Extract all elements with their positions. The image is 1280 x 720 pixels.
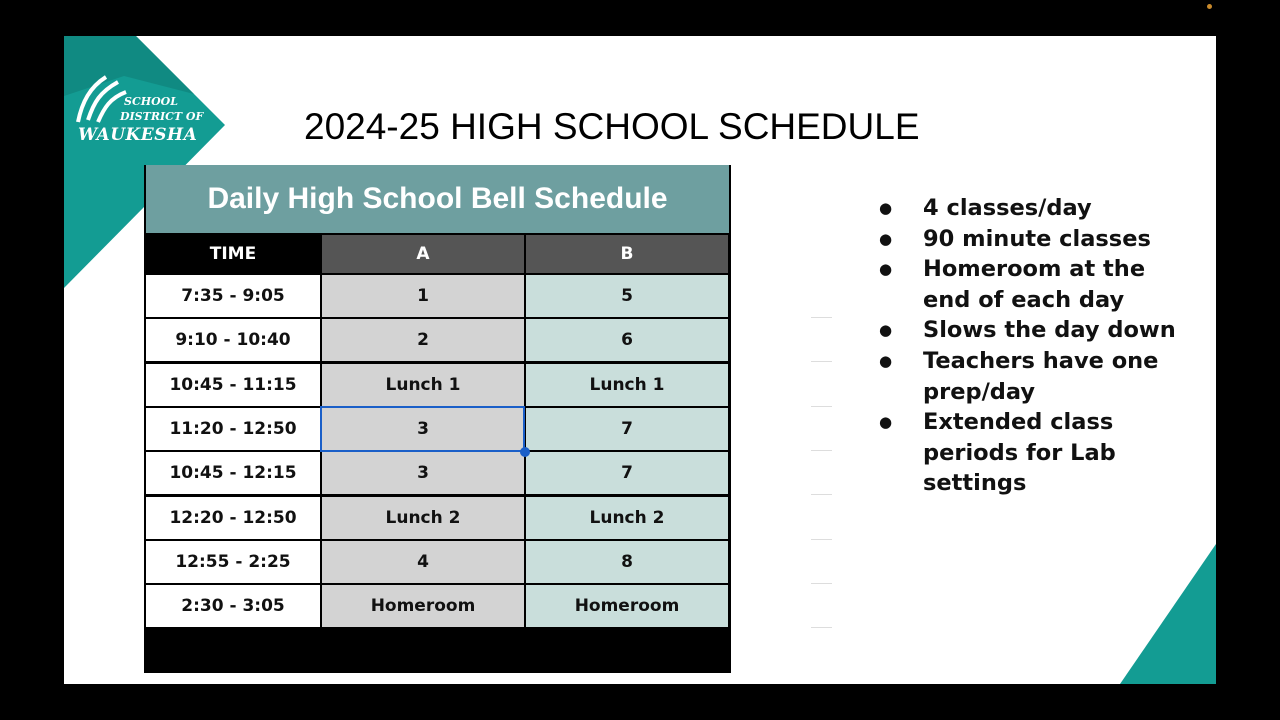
header-b[interactable]: B: [526, 235, 728, 273]
bullet-item: ● 90 minute classes: [877, 224, 1183, 255]
logo-text-1: SCHOOL: [124, 95, 178, 108]
table-cell[interactable]: 3: [322, 408, 524, 450]
table-cell[interactable]: 6: [526, 319, 728, 361]
recording-indicator: [1207, 4, 1212, 9]
gridline: [811, 317, 832, 318]
gridline: [811, 627, 832, 628]
bullet-item: ● Teachers have one prep/day: [877, 346, 1183, 407]
table-cell[interactable]: 2: [322, 319, 524, 361]
table-cell[interactable]: 11:20 - 12:50: [146, 408, 320, 450]
table-title: Daily High School Bell Schedule: [146, 165, 729, 233]
bell-schedule-table[interactable]: [144, 165, 731, 673]
table-cell[interactable]: Homeroom: [526, 585, 728, 627]
cell-selection[interactable]: [320, 406, 525, 452]
table-cell[interactable]: Lunch 1: [322, 364, 524, 406]
slide-title: 2024-25 HIGH SCHOOL SCHEDULE: [304, 106, 920, 147]
slide: [64, 36, 1216, 684]
table-cell[interactable]: 9:10 - 10:40: [146, 319, 320, 361]
table-cell[interactable]: 2:30 - 3:05: [146, 585, 320, 627]
table-cell[interactable]: 12:55 - 2:25: [146, 541, 320, 583]
table-cell[interactable]: 7: [526, 408, 728, 450]
gridline: [811, 450, 832, 451]
table-cell[interactable]: 7:35 - 9:05: [146, 275, 320, 317]
header-a[interactable]: A: [322, 235, 524, 273]
gridline: [811, 494, 832, 495]
gridline: [811, 361, 832, 362]
logo-text-2: DISTRICT OF: [120, 110, 204, 123]
bullet-list: [877, 193, 1183, 499]
table-cell[interactable]: Lunch 2: [526, 497, 728, 539]
district-logo: [70, 72, 240, 152]
table-cell[interactable]: Lunch 2: [322, 497, 524, 539]
table-cell[interactable]: 12:20 - 12:50: [146, 497, 320, 539]
teal-corner-decoration-bottom: [1116, 544, 1216, 684]
gridline: [811, 583, 832, 584]
header-time[interactable]: TIME: [146, 235, 320, 273]
bullet-item: ● Slows the day down: [877, 315, 1183, 346]
table-cell[interactable]: 1: [322, 275, 524, 317]
table-cell[interactable]: 4: [322, 541, 524, 583]
bullet-item: ● 4 classes/day: [877, 193, 1183, 224]
table-cell[interactable]: 10:45 - 11:15: [146, 364, 320, 406]
gridline: [811, 539, 832, 540]
table-cell[interactable]: 3: [322, 452, 524, 494]
table-cell[interactable]: 7: [526, 452, 728, 494]
gridline: [811, 406, 832, 407]
bullet-item: ● Homeroom at the end of each day: [877, 254, 1183, 315]
table-cell[interactable]: 5: [526, 275, 728, 317]
table-cell[interactable]: 10:45 - 12:15: [146, 452, 320, 494]
logo-text-3: WAUKESHA: [78, 125, 198, 145]
table-cell[interactable]: 8: [526, 541, 728, 583]
table-cell[interactable]: Homeroom: [322, 585, 524, 627]
fill-handle[interactable]: [520, 447, 530, 457]
table-cell[interactable]: Lunch 1: [526, 364, 728, 406]
bullet-item: ● Extended class periods for Lab settings: [877, 407, 1183, 499]
